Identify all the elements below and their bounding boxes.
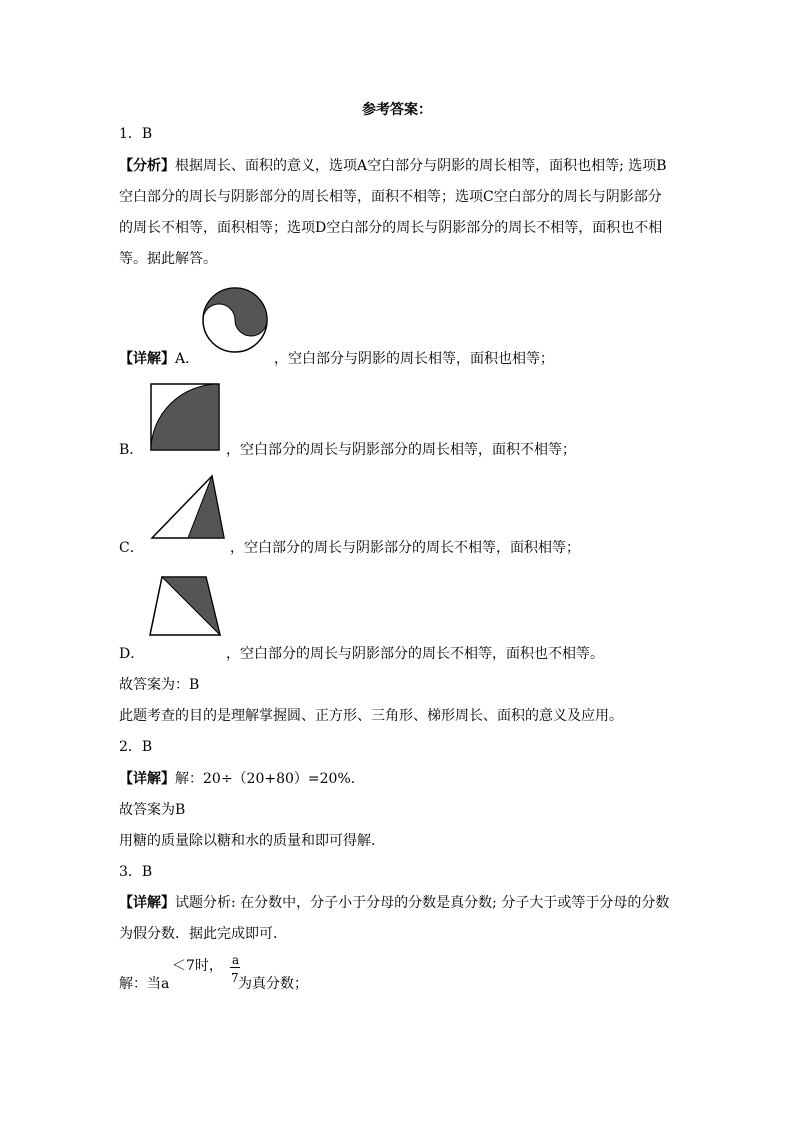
q1-option-c-label: C． bbox=[119, 540, 144, 556]
q1-analysis-line-3: 的周长不相等，面积相等；选项D空白部分的周长与阴影部分的周长不相等，面积也不相 bbox=[119, 220, 663, 236]
q3-condition: ＜7时， bbox=[172, 958, 223, 974]
page-title: 参考答案： bbox=[362, 102, 432, 118]
q1-option-b-label: B． bbox=[119, 442, 144, 458]
q1-option-d-text: ，空白部分的周长与阴影部分的周长不相等，面积也不相等。 bbox=[226, 646, 604, 662]
q2-detail: 【详解】解：20÷（20+80）=20%. bbox=[119, 771, 356, 787]
q1-option-c-text: ，空白部分的周长与阴影部分的周长不相等，面积相等； bbox=[230, 540, 580, 556]
q3-solution-suffix: 为真分数； bbox=[238, 976, 308, 992]
q1-option-a: 【详解】A． bbox=[119, 351, 200, 367]
analysis-tag: 【分析】 bbox=[119, 158, 175, 174]
figure-b-square bbox=[150, 383, 220, 453]
fraction-bar bbox=[230, 967, 240, 968]
figure-d-trapezoid bbox=[148, 575, 224, 637]
q1-analysis-line-2: 空白部分的周长与阴影部分的周长相等，面积不相等；选项C空白部分的周长与阴影部分 bbox=[119, 189, 662, 205]
figure-c-triangle bbox=[150, 474, 226, 540]
q1-analysis-line-4: 等。据此解答。 bbox=[119, 251, 217, 267]
q1-option-b-text: ，空白部分的周长与阴影部分的周长相等，面积不相等； bbox=[226, 442, 576, 458]
q3-number: 3．B bbox=[119, 864, 153, 880]
q3-solution-prefix: 解：当a bbox=[119, 976, 170, 992]
q1-summary: 此题考查的目的是理解掌握圆、正方形、三角形、梯形周长、面积的意义及应用。 bbox=[119, 708, 623, 724]
q2-number: 2．B bbox=[119, 739, 153, 755]
q1-option-a-text: ，空白部分与阴影的周长相等，面积也相等； bbox=[274, 351, 554, 367]
fraction-numerator: a bbox=[232, 953, 240, 967]
q2-answer: 故答案为B bbox=[119, 802, 186, 818]
q1-analysis-line-1: 【分析】根据周长、面积的意义，选项A空白部分与阴影的周长相等，面积也相等; 选项B bbox=[119, 158, 667, 174]
q3-detail-line-1: 【详解】试题分析: 在分数中，分子小于分母的分数是真分数; 分子大于或等于分母的分数 bbox=[119, 895, 670, 911]
q1-number: 1．B bbox=[119, 126, 153, 142]
q1-option-d-label: D． bbox=[119, 646, 145, 662]
fraction-denominator: 7 bbox=[231, 971, 239, 985]
figure-a-circle bbox=[200, 285, 270, 355]
q3-detail-line-2: 为假分数．据此完成即可． bbox=[119, 926, 287, 942]
q2-summary: 用糖的质量除以糖和水的质量和即可得解. bbox=[119, 833, 376, 849]
q1-answer: 故答案为：B bbox=[119, 677, 200, 693]
